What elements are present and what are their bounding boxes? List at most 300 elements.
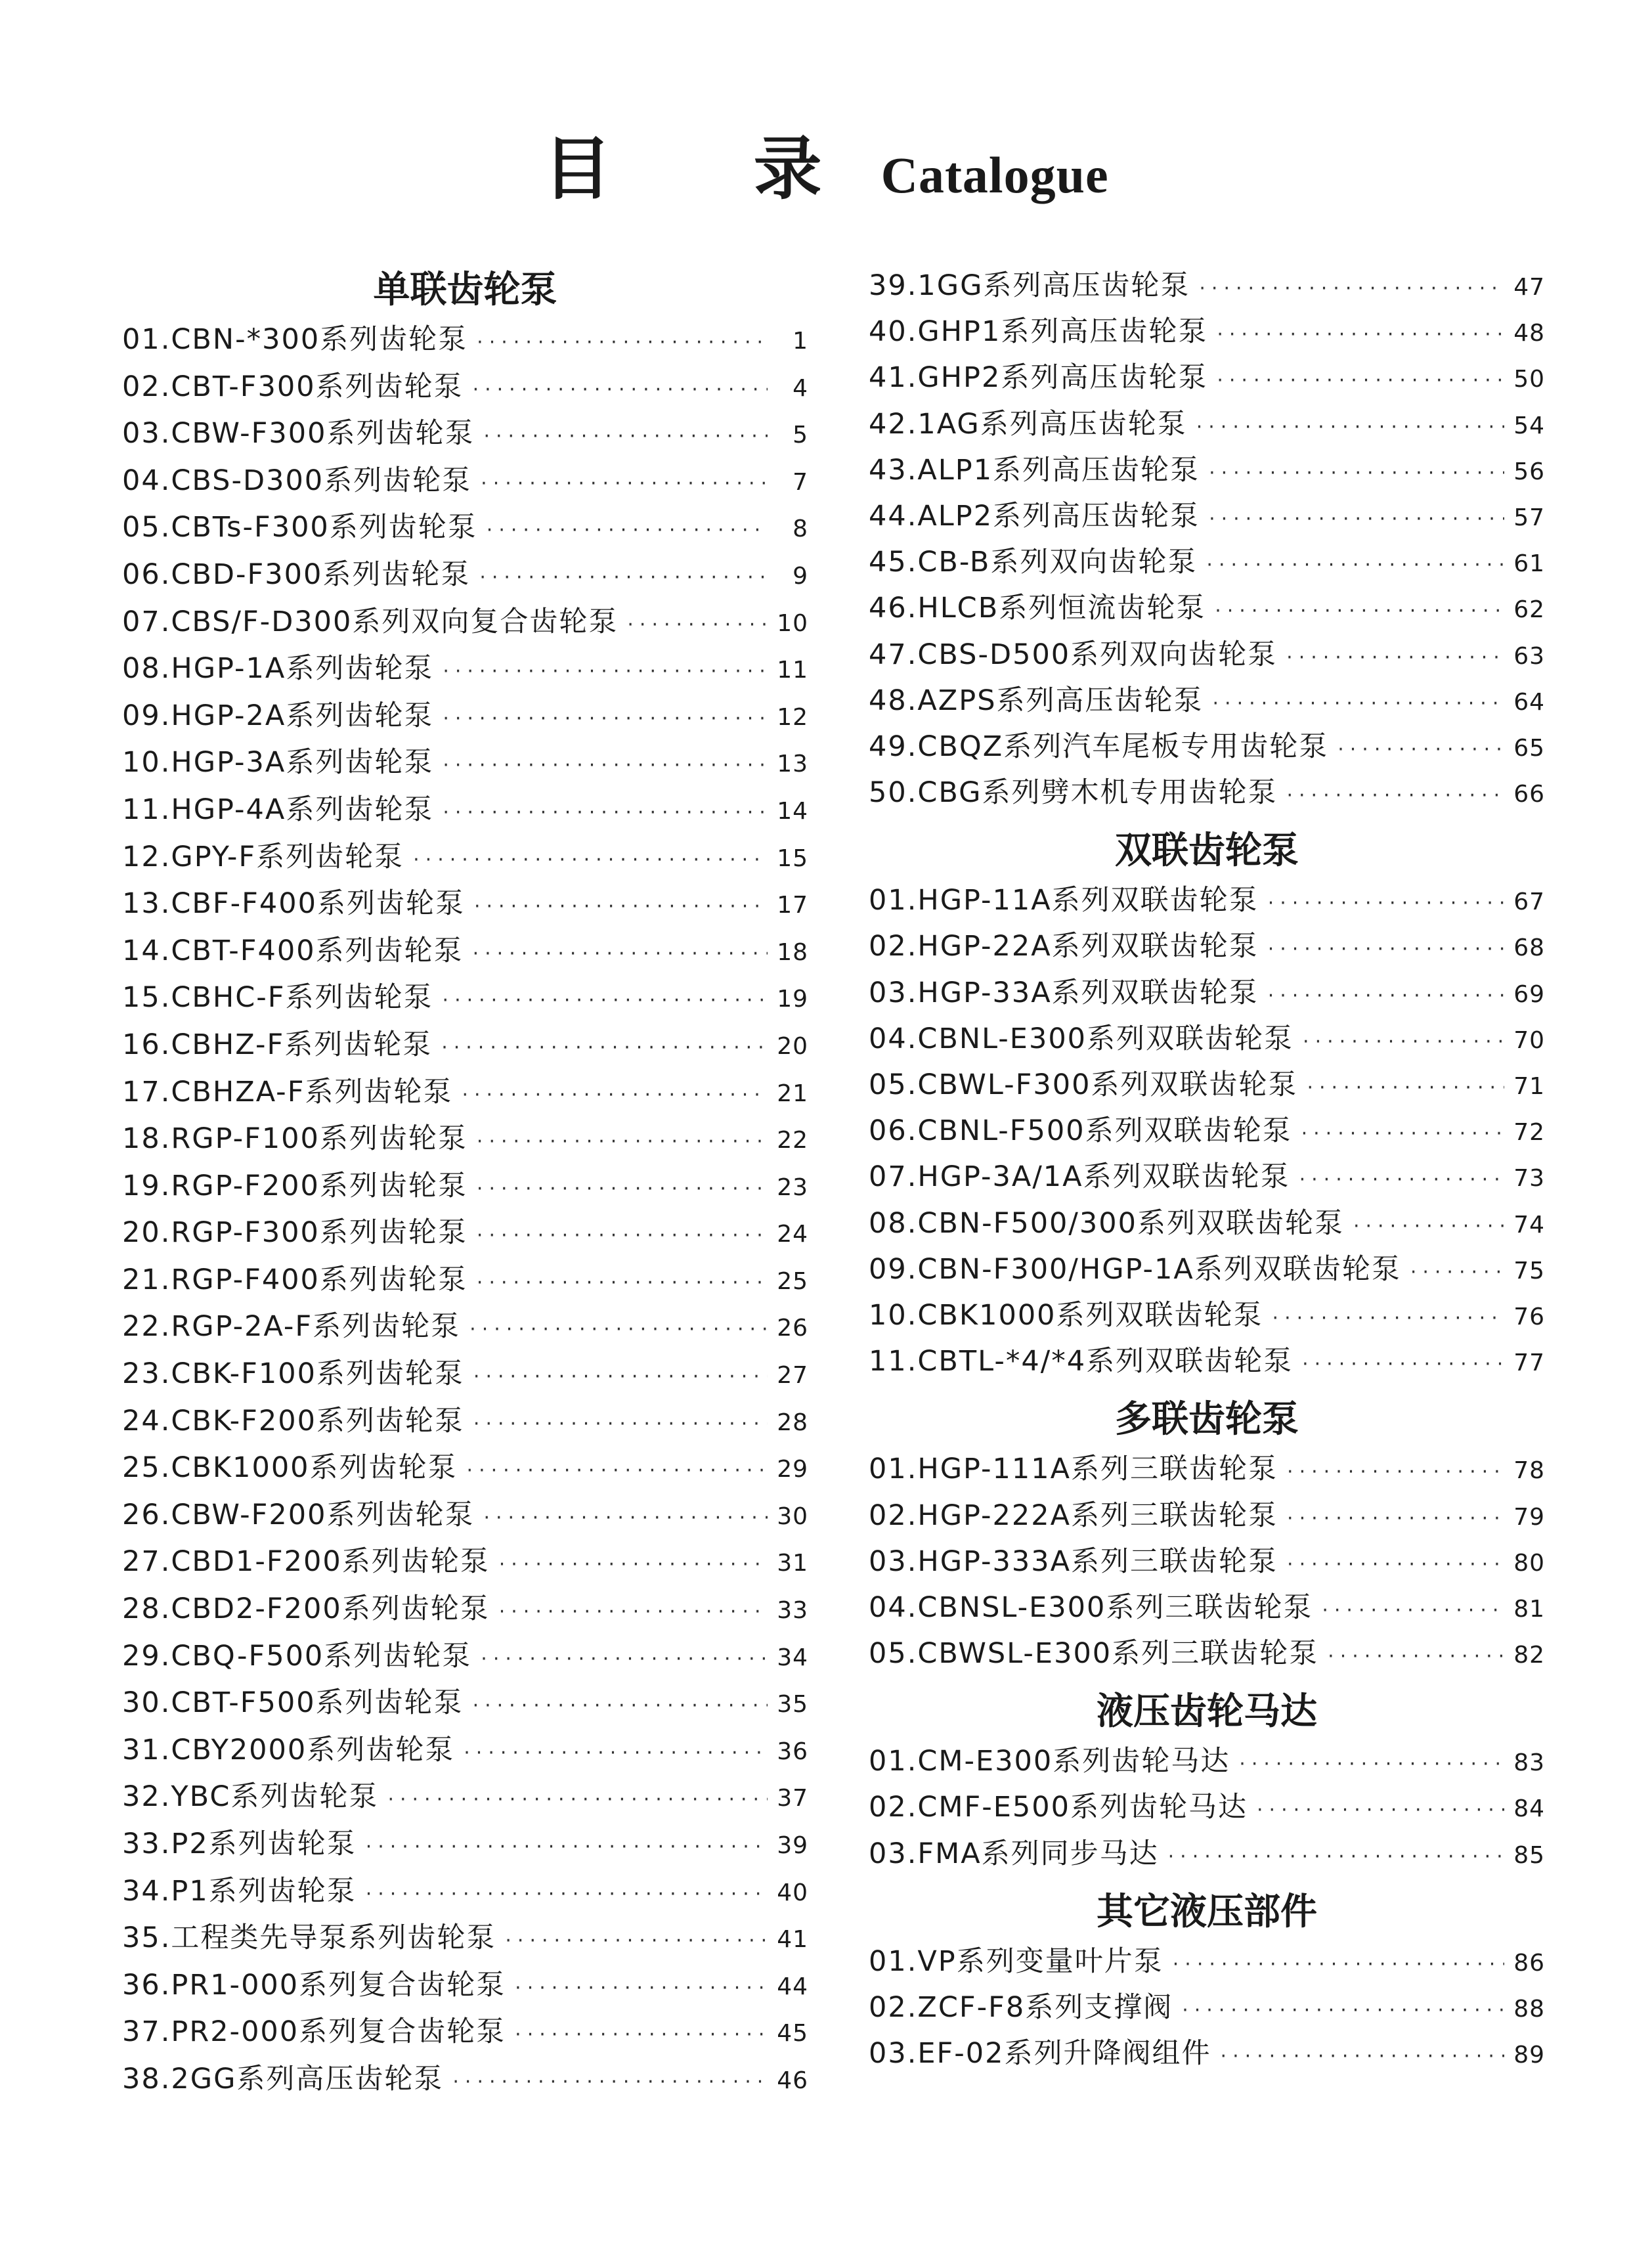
toc-entry-number: 16. (122, 1028, 171, 1061)
toc-dot-leader (1209, 450, 1504, 496)
toc-entry-title: CBY2000系列齿轮泵 (171, 1733, 455, 1766)
toc-entry-page: 30 (777, 1502, 808, 1530)
toc-entry[interactable] (122, 1304, 808, 1351)
toc-column-right (869, 263, 1545, 2076)
toc-entry-title: HGP-111A系列三联齿轮泵 (917, 1453, 1278, 1486)
toc-entry-title: P2系列齿轮泵 (171, 1828, 357, 1860)
toc-entry-page: 25 (777, 1267, 808, 1295)
toc-entry[interactable] (869, 1738, 1545, 1784)
toc-entry-page: 77 (1513, 1349, 1545, 1377)
toc-entry-title: CBQZ系列汽车尾板专用齿轮泵 (917, 730, 1329, 763)
toc-entry-page: 63 (1513, 642, 1545, 670)
toc-entry-title: PR2-000系列复合齿轮泵 (171, 2015, 506, 2049)
toc-dot-leader (1287, 1449, 1504, 1495)
toc-entry-page: 72 (1513, 1119, 1545, 1147)
toc-entry-page: 36 (777, 1738, 808, 1765)
toc-entry-title: CBD2-F200系列齿轮泵 (171, 1592, 490, 1626)
toc-entry-title: RGP-F200系列齿轮泵 (171, 1169, 467, 1202)
toc-entry-number: 46. (869, 592, 918, 625)
toc-entry-page: 8 (793, 515, 808, 543)
toc-entry-page: 74 (1513, 1211, 1545, 1238)
toc-entry-number: 42. (869, 407, 918, 441)
toc-entry-number: 39. (869, 269, 918, 302)
toc-dot-leader (1410, 1250, 1504, 1296)
toc-dot-leader (1173, 1942, 1504, 1988)
toc-entry-title: CBW-F200系列齿轮泵 (171, 1498, 475, 1531)
toc-entry-number: 14. (122, 934, 171, 967)
toc-entry-number: 37. (122, 2015, 171, 2049)
toc-entry-title: HGP-4A系列齿轮泵 (171, 793, 434, 826)
toc-entry-page: 73 (1513, 1165, 1545, 1193)
toc-entry-page: 81 (1513, 1595, 1545, 1623)
toc-entry-title: CBN-F500/300系列双联齿轮泵 (917, 1206, 1344, 1240)
toc-entry-page: 24 (777, 1221, 808, 1248)
toc-entry[interactable] (869, 1831, 1545, 1877)
toc-entry-title: HGP-3A系列齿轮泵 (171, 746, 434, 779)
toc-entry-title: CBWSL-E300系列三联齿轮泵 (917, 1637, 1319, 1671)
toc-dot-leader (1213, 681, 1505, 727)
toc-entry-page: 14 (777, 797, 808, 825)
toc-entry-page: 54 (1513, 412, 1545, 439)
toc-entry-title: 工程类先导泵系列齿轮泵 (171, 1921, 496, 1955)
toc-entry-page: 18 (777, 938, 808, 966)
toc-entry-page: 75 (1513, 1257, 1545, 1284)
toc-entry-number: 03. (869, 976, 918, 1009)
toc-entry-number: 04. (869, 1022, 918, 1055)
toc-dot-leader (443, 648, 768, 695)
toc-entry[interactable] (122, 552, 808, 599)
toc-entry-title: CBW-F300系列齿轮泵 (171, 417, 475, 450)
toc-entry-number: 41. (869, 361, 918, 395)
toc-entry[interactable] (122, 1210, 808, 1257)
toc-entry-page: 70 (1513, 1026, 1545, 1054)
toc-entry-title: EF-02系列升降阀组件 (917, 2037, 1211, 2071)
toc-entry-page: 12 (777, 703, 808, 731)
toc-entry[interactable] (122, 975, 808, 1022)
toc-dot-leader (473, 366, 768, 414)
toc-dot-leader (477, 1260, 768, 1307)
toc-entry-number: 28. (122, 1592, 171, 1626)
toc-entry[interactable] (869, 1539, 1545, 1585)
toc-entry[interactable] (869, 1108, 1545, 1154)
toc-entry-page: 7 (793, 468, 808, 496)
toc-entry-number: 45. (869, 546, 918, 579)
toc-dot-leader (366, 1824, 768, 1871)
toc-entry[interactable] (122, 834, 808, 881)
toc-entry-page: 76 (1513, 1303, 1545, 1330)
toc-entry-number: 03. (869, 1545, 918, 1578)
toc-dot-leader (1217, 312, 1504, 358)
toc-entry[interactable] (869, 1984, 1545, 2030)
toc-dot-leader (1272, 1296, 1504, 1342)
toc-dot-leader (481, 460, 768, 508)
toc-entry[interactable] (869, 923, 1545, 969)
toc-entry-number: 05. (869, 1637, 918, 1671)
toc-entry-page: 48 (1513, 320, 1545, 347)
toc-dot-leader (1239, 1742, 1504, 1787)
toc-dot-leader (473, 931, 768, 978)
toc-entry-number: 04. (869, 1590, 918, 1624)
toc-entry-number: 23. (122, 1357, 171, 1391)
toc-entry[interactable] (122, 1398, 808, 1445)
toc-entry-number: 02. (869, 1991, 918, 2024)
toc-entry[interactable] (869, 1338, 1545, 1384)
toc-entry[interactable] (122, 646, 808, 693)
toc-entry-page: 10 (777, 609, 808, 637)
toc-entry-title: HGP-22A系列双联齿轮泵 (917, 930, 1259, 963)
toc-entry[interactable] (122, 1163, 808, 1210)
toc-column-left (122, 263, 808, 2103)
toc-entry-number: 32. (122, 1780, 171, 1814)
toc-dot-leader (1168, 1834, 1504, 1880)
toc-dot-leader (1328, 1634, 1504, 1680)
toc-entry-page: 67 (1513, 888, 1545, 916)
toc-entry[interactable] (869, 1246, 1545, 1292)
toc-entry[interactable] (869, 1154, 1545, 1200)
toc-entry-number: 10. (869, 1298, 918, 1332)
toc-entry-number: 07. (869, 1160, 918, 1194)
toc-entry-number: 44. (869, 499, 918, 533)
toc-dot-leader (1337, 727, 1504, 773)
toc-dot-leader (499, 1589, 768, 1636)
toc-dot-leader (1287, 1496, 1504, 1542)
toc-entry-title: CB-B系列双向齿轮泵 (917, 546, 1198, 579)
toc-dot-leader (441, 1024, 768, 1072)
toc-entry-title: CBN-F300/HGP-1A系列双联齿轮泵 (917, 1252, 1401, 1286)
toc-entry-number: 31. (122, 1733, 171, 1766)
toc-entry-page: 45 (777, 2020, 808, 2048)
toc-entry[interactable] (869, 1446, 1545, 1492)
toc-entry-title: RGP-F100系列齿轮泵 (171, 1122, 467, 1156)
toc-entry[interactable] (122, 458, 808, 505)
toc-entry-page: 50 (1513, 366, 1545, 393)
toc-entry[interactable] (869, 1631, 1545, 1676)
toc-entry-number: 38. (122, 2062, 171, 2095)
toc-entry[interactable] (122, 599, 808, 646)
toc-entry-title: HLCB系列恒流齿轮泵 (917, 592, 1206, 625)
toc-entry-title: 2GG系列高压齿轮泵 (171, 2062, 444, 2095)
toc-entry-number: 02. (122, 370, 171, 403)
toc-dot-leader (1353, 1204, 1504, 1250)
toc-entry[interactable] (122, 1116, 808, 1163)
toc-entry[interactable] (122, 364, 808, 411)
toc-entry-title: CBWL-F300系列双联齿轮泵 (917, 1068, 1298, 1101)
toc-entry-title: CBNL-F500系列双联齿轮泵 (917, 1114, 1292, 1148)
toc-dot-leader (1196, 405, 1504, 450)
toc-entry-number: 33. (122, 1828, 171, 1860)
toc-dot-leader (477, 1166, 768, 1213)
toc-dot-leader (515, 2011, 768, 2059)
toc-entry-page: 13 (777, 751, 808, 778)
toc-entry-page: 33 (777, 1597, 808, 1625)
toc-entry[interactable] (869, 401, 1545, 447)
toc-entry[interactable] (869, 1939, 1545, 1984)
toc-entry-title: CBT-F500系列齿轮泵 (171, 1686, 464, 1720)
toc-entry[interactable] (122, 881, 808, 928)
toc-entry-title: CBF-F400系列齿轮泵 (171, 887, 465, 921)
toc-entry-title: ALP2系列高压齿轮泵 (917, 499, 1200, 533)
toc-entry-title: CBG系列劈木机专用齿轮泵 (917, 776, 1278, 810)
toc-dot-leader (1286, 635, 1504, 681)
toc-dot-leader (473, 1401, 768, 1448)
toc-entry-number: 21. (122, 1263, 171, 1296)
toc-entry-title: CBTL-*4/*4系列双联齿轮泵 (917, 1345, 1293, 1378)
toc-entry-number: 12. (122, 840, 171, 873)
toc-entry-title: GHP2系列高压齿轮泵 (917, 361, 1208, 395)
toc-dot-leader (1182, 1988, 1504, 2034)
toc-dot-leader (499, 1541, 768, 1589)
toc-entry-number: 05. (122, 511, 171, 544)
toc-entry-page: 31 (777, 1550, 808, 1577)
toc-entry-number: 30. (122, 1686, 171, 1720)
toc-entry-number: 06. (122, 558, 171, 591)
toc-entry[interactable] (122, 1727, 808, 1774)
toc-dot-leader (1206, 542, 1504, 588)
toc-entry-title: CBNSL-E300系列三联齿轮泵 (917, 1590, 1313, 1624)
toc-entry[interactable] (869, 263, 1545, 309)
toc-dot-leader (505, 1917, 768, 1965)
toc-dot-leader (483, 1495, 768, 1542)
toc-dot-leader (481, 1636, 768, 1683)
toc-dot-leader (473, 1353, 768, 1401)
toc-entry[interactable] (869, 1062, 1545, 1108)
toc-entry-title: HGP-1A系列齿轮泵 (171, 652, 434, 686)
toc-entry-page: 4 (793, 374, 808, 402)
toc-entry-page: 85 (1513, 1841, 1545, 1869)
toc-entry[interactable] (869, 309, 1545, 355)
toc-entry-number: 08. (869, 1206, 918, 1240)
toc-entry[interactable] (122, 1774, 808, 1821)
toc-dot-leader (1322, 1588, 1504, 1634)
toc-dot-leader (515, 1965, 768, 2012)
toc-entry-title: CBK1000系列双联齿轮泵 (917, 1298, 1263, 1332)
toc-entry[interactable] (122, 2056, 808, 2103)
toc-dot-leader (1301, 1111, 1504, 1157)
toc-entry[interactable] (869, 770, 1545, 816)
toc-entry[interactable] (122, 1821, 808, 1868)
toc-entry-number: 27. (122, 1545, 171, 1579)
toc-dot-leader (1268, 881, 1504, 927)
toc-entry[interactable] (122, 2009, 808, 2056)
toc-entry-page: 23 (777, 1173, 808, 1201)
toc-entry-number: 35. (122, 1921, 171, 1955)
toc-entry[interactable] (869, 493, 1545, 539)
toc-dot-leader (474, 883, 768, 931)
toc-entry-page: 35 (777, 1691, 808, 1719)
toc-entry-page: 57 (1513, 504, 1545, 531)
toc-entry-number: 29. (122, 1639, 171, 1673)
toc-entry[interactable] (869, 1784, 1545, 1830)
toc-entry-page: 68 (1513, 934, 1545, 962)
toc-entry-title: HGP-33A系列双联齿轮泵 (917, 976, 1259, 1009)
toc-entry[interactable] (122, 1586, 808, 1633)
toc-entry-title: CBHZA-F系列齿轮泵 (171, 1075, 453, 1108)
toc-entry-number: 08. (122, 652, 171, 686)
toc-entry[interactable] (122, 1680, 808, 1727)
toc-entry-page: 78 (1513, 1457, 1545, 1485)
toc-entry[interactable] (122, 928, 808, 975)
toc-entry-title: GHP1系列高压齿轮泵 (917, 315, 1208, 349)
toc-entry[interactable] (122, 1915, 808, 1962)
toc-entry[interactable] (122, 1868, 808, 1916)
toc-entry-page: 83 (1513, 1749, 1545, 1777)
toc-entry-number: 01. (869, 1944, 918, 1978)
toc-entry[interactable] (869, 678, 1545, 724)
toc-entry-page: 80 (1513, 1549, 1545, 1577)
toc-entry[interactable] (869, 877, 1545, 923)
toc-dot-leader (366, 1871, 768, 1918)
toc-entry-number: 34. (122, 1874, 171, 1908)
toc-entry-number: 48. (869, 684, 918, 717)
toc-dot-leader (462, 1072, 768, 1119)
toc-dot-leader (1268, 973, 1504, 1019)
toc-entry-number: 43. (869, 453, 918, 487)
toc-entry-page: 15 (777, 844, 808, 872)
toc-entry-page: 1 (793, 328, 808, 355)
toc-entry-number: 06. (869, 1114, 918, 1148)
toc-dot-leader (1221, 2034, 1504, 2080)
toc-entry-number: 02. (869, 1499, 918, 1532)
toc-entry-title: CBK-F100系列齿轮泵 (171, 1357, 464, 1391)
toc-entry[interactable] (869, 970, 1545, 1016)
toc-entry[interactable] (869, 1493, 1545, 1539)
toc-entry[interactable] (869, 1585, 1545, 1631)
toc-entry-number: 22. (122, 1310, 171, 1344)
toc-entry-title: P1系列齿轮泵 (171, 1874, 357, 1908)
toc-entry-page: 56 (1513, 458, 1545, 485)
toc-entry[interactable] (869, 2030, 1545, 2076)
toc-entry-page: 40 (777, 1879, 808, 1906)
toc-entry-number: 18. (122, 1122, 171, 1156)
toc-entry[interactable] (122, 504, 808, 552)
toc-entry-number: 17. (122, 1075, 171, 1108)
toc-dot-leader (443, 977, 768, 1024)
toc-entry-page: 86 (1513, 1949, 1545, 1977)
toc-entry[interactable] (122, 1962, 808, 2009)
toc-entry-number: 36. (122, 1968, 171, 2002)
toc-entry-page: 47 (1513, 274, 1545, 301)
toc-entry-title: HGP-2A系列齿轮泵 (171, 699, 434, 732)
toc-entry-title: 1GG系列高压齿轮泵 (917, 269, 1190, 302)
toc-entry[interactable] (869, 447, 1545, 493)
toc-entry[interactable] (122, 1633, 808, 1680)
toc-entry-number: 50. (869, 776, 918, 810)
toc-entry-number: 49. (869, 730, 918, 763)
toc-entry-page: 5 (793, 422, 808, 449)
toc-dot-leader (477, 1212, 768, 1260)
toc-entry-number: 01. (869, 1745, 918, 1778)
toc-entry-title: CBT-F400系列齿轮泵 (171, 934, 464, 967)
toc-entry[interactable] (122, 693, 808, 740)
toc-entry-page: 27 (777, 1362, 808, 1390)
toc-entry[interactable] (122, 1069, 808, 1116)
toc-entry-page: 66 (1513, 781, 1545, 808)
toc-entry-title: HGP-333A系列三联齿轮泵 (917, 1545, 1278, 1578)
toc-entry-page: 20 (777, 1032, 808, 1060)
toc-entry[interactable] (869, 1292, 1545, 1338)
toc-entry-title: CBD1-F200系列齿轮泵 (171, 1545, 490, 1579)
toc-entry[interactable] (122, 1351, 808, 1398)
toc-entry-page: 9 (793, 562, 808, 590)
toc-entry-page: 17 (777, 892, 808, 919)
toc-dot-leader (452, 2059, 768, 2106)
toc-entry[interactable] (869, 1016, 1545, 1062)
toc-entry[interactable] (122, 787, 808, 834)
toc-entry[interactable] (869, 539, 1545, 585)
toc-entry-page: 64 (1513, 688, 1545, 716)
toc-entry[interactable] (122, 317, 808, 364)
toc-entry-title: HGP-3A/1A系列双联齿轮泵 (917, 1160, 1290, 1194)
toc-entry-number: 03. (869, 2037, 918, 2071)
toc-entry-title: AZPS系列高压齿轮泵 (917, 684, 1204, 717)
toc-entry[interactable] (869, 724, 1545, 770)
toc-entry-page: 88 (1513, 1996, 1545, 2023)
toc-dot-leader (1199, 266, 1504, 312)
toc-entry[interactable] (869, 355, 1545, 401)
toc-entry-page: 84 (1513, 1795, 1545, 1823)
toc-entry-title: CBS-D300系列齿轮泵 (171, 464, 472, 497)
toc-entry-title: CMF-E500系列齿轮马达 (917, 1791, 1248, 1824)
toc-entry[interactable] (869, 632, 1545, 678)
toc-entry-title: CBK-F200系列齿轮泵 (171, 1404, 464, 1437)
toc-entry-page: 39 (777, 1832, 808, 1859)
toc-entry[interactable] (122, 1257, 808, 1304)
toc-entry-title: CBNL-E300系列双联齿轮泵 (917, 1022, 1294, 1055)
toc-dot-leader (487, 507, 768, 554)
toc-entry-number: 15. (122, 981, 171, 1015)
toc-dot-leader (413, 837, 768, 884)
toc-entry-number: 04. (122, 464, 171, 497)
toc-entry[interactable] (122, 1492, 808, 1539)
section-heading: 其它液压部件 (1097, 1889, 1317, 1933)
toc-entry-page: 79 (1513, 1503, 1545, 1531)
toc-entry-title: CBTs-F300系列齿轮泵 (171, 511, 477, 544)
toc-entry-title: HGP-11A系列双联齿轮泵 (917, 884, 1259, 917)
toc-entry-number: 01. (869, 1453, 918, 1486)
toc-entry-number: 13. (122, 887, 171, 921)
toc-entry-page: 82 (1513, 1642, 1545, 1669)
toc-entry-page: 21 (777, 1080, 808, 1107)
toc-entry[interactable] (869, 1200, 1545, 1246)
toc-dot-leader (1299, 1157, 1504, 1203)
toc-dot-leader (1307, 1065, 1504, 1111)
toc-entry-title: CBK1000系列齿轮泵 (171, 1451, 458, 1485)
toc-entry-title: YBC系列齿轮泵 (171, 1780, 379, 1814)
toc-entry[interactable] (869, 585, 1545, 631)
toc-entry-page: 71 (1513, 1073, 1545, 1100)
section-heading: 液压齿轮马达 (1097, 1690, 1317, 1734)
toc-entry-number: 40. (869, 315, 918, 349)
toc-entry-title: CBT-F300系列齿轮泵 (171, 370, 464, 403)
toc-entry-title: RGP-F400系列齿轮泵 (171, 1263, 467, 1296)
toc-entry[interactable] (122, 739, 808, 787)
toc-entry-page: 62 (1513, 596, 1545, 624)
toc-entry[interactable] (122, 410, 808, 458)
toc-dot-leader (1303, 1019, 1504, 1065)
toc-dot-leader (469, 1306, 768, 1353)
toc-entry-number: 26. (122, 1498, 171, 1531)
toc-entry-title: RGP-2A-F系列齿轮泵 (171, 1310, 461, 1344)
toc-dot-leader (1286, 773, 1504, 819)
toc-entry[interactable] (122, 1022, 808, 1069)
toc-entry-page: 65 (1513, 734, 1545, 762)
toc-entry[interactable] (122, 1445, 808, 1492)
toc-entry[interactable] (122, 1539, 808, 1586)
toc-dot-leader (1209, 496, 1504, 542)
toc-entry-number: 24. (122, 1404, 171, 1437)
toc-entry-page: 11 (777, 657, 808, 684)
toc-entry-title: ZCF-F8系列支撑阀 (917, 1991, 1173, 2024)
